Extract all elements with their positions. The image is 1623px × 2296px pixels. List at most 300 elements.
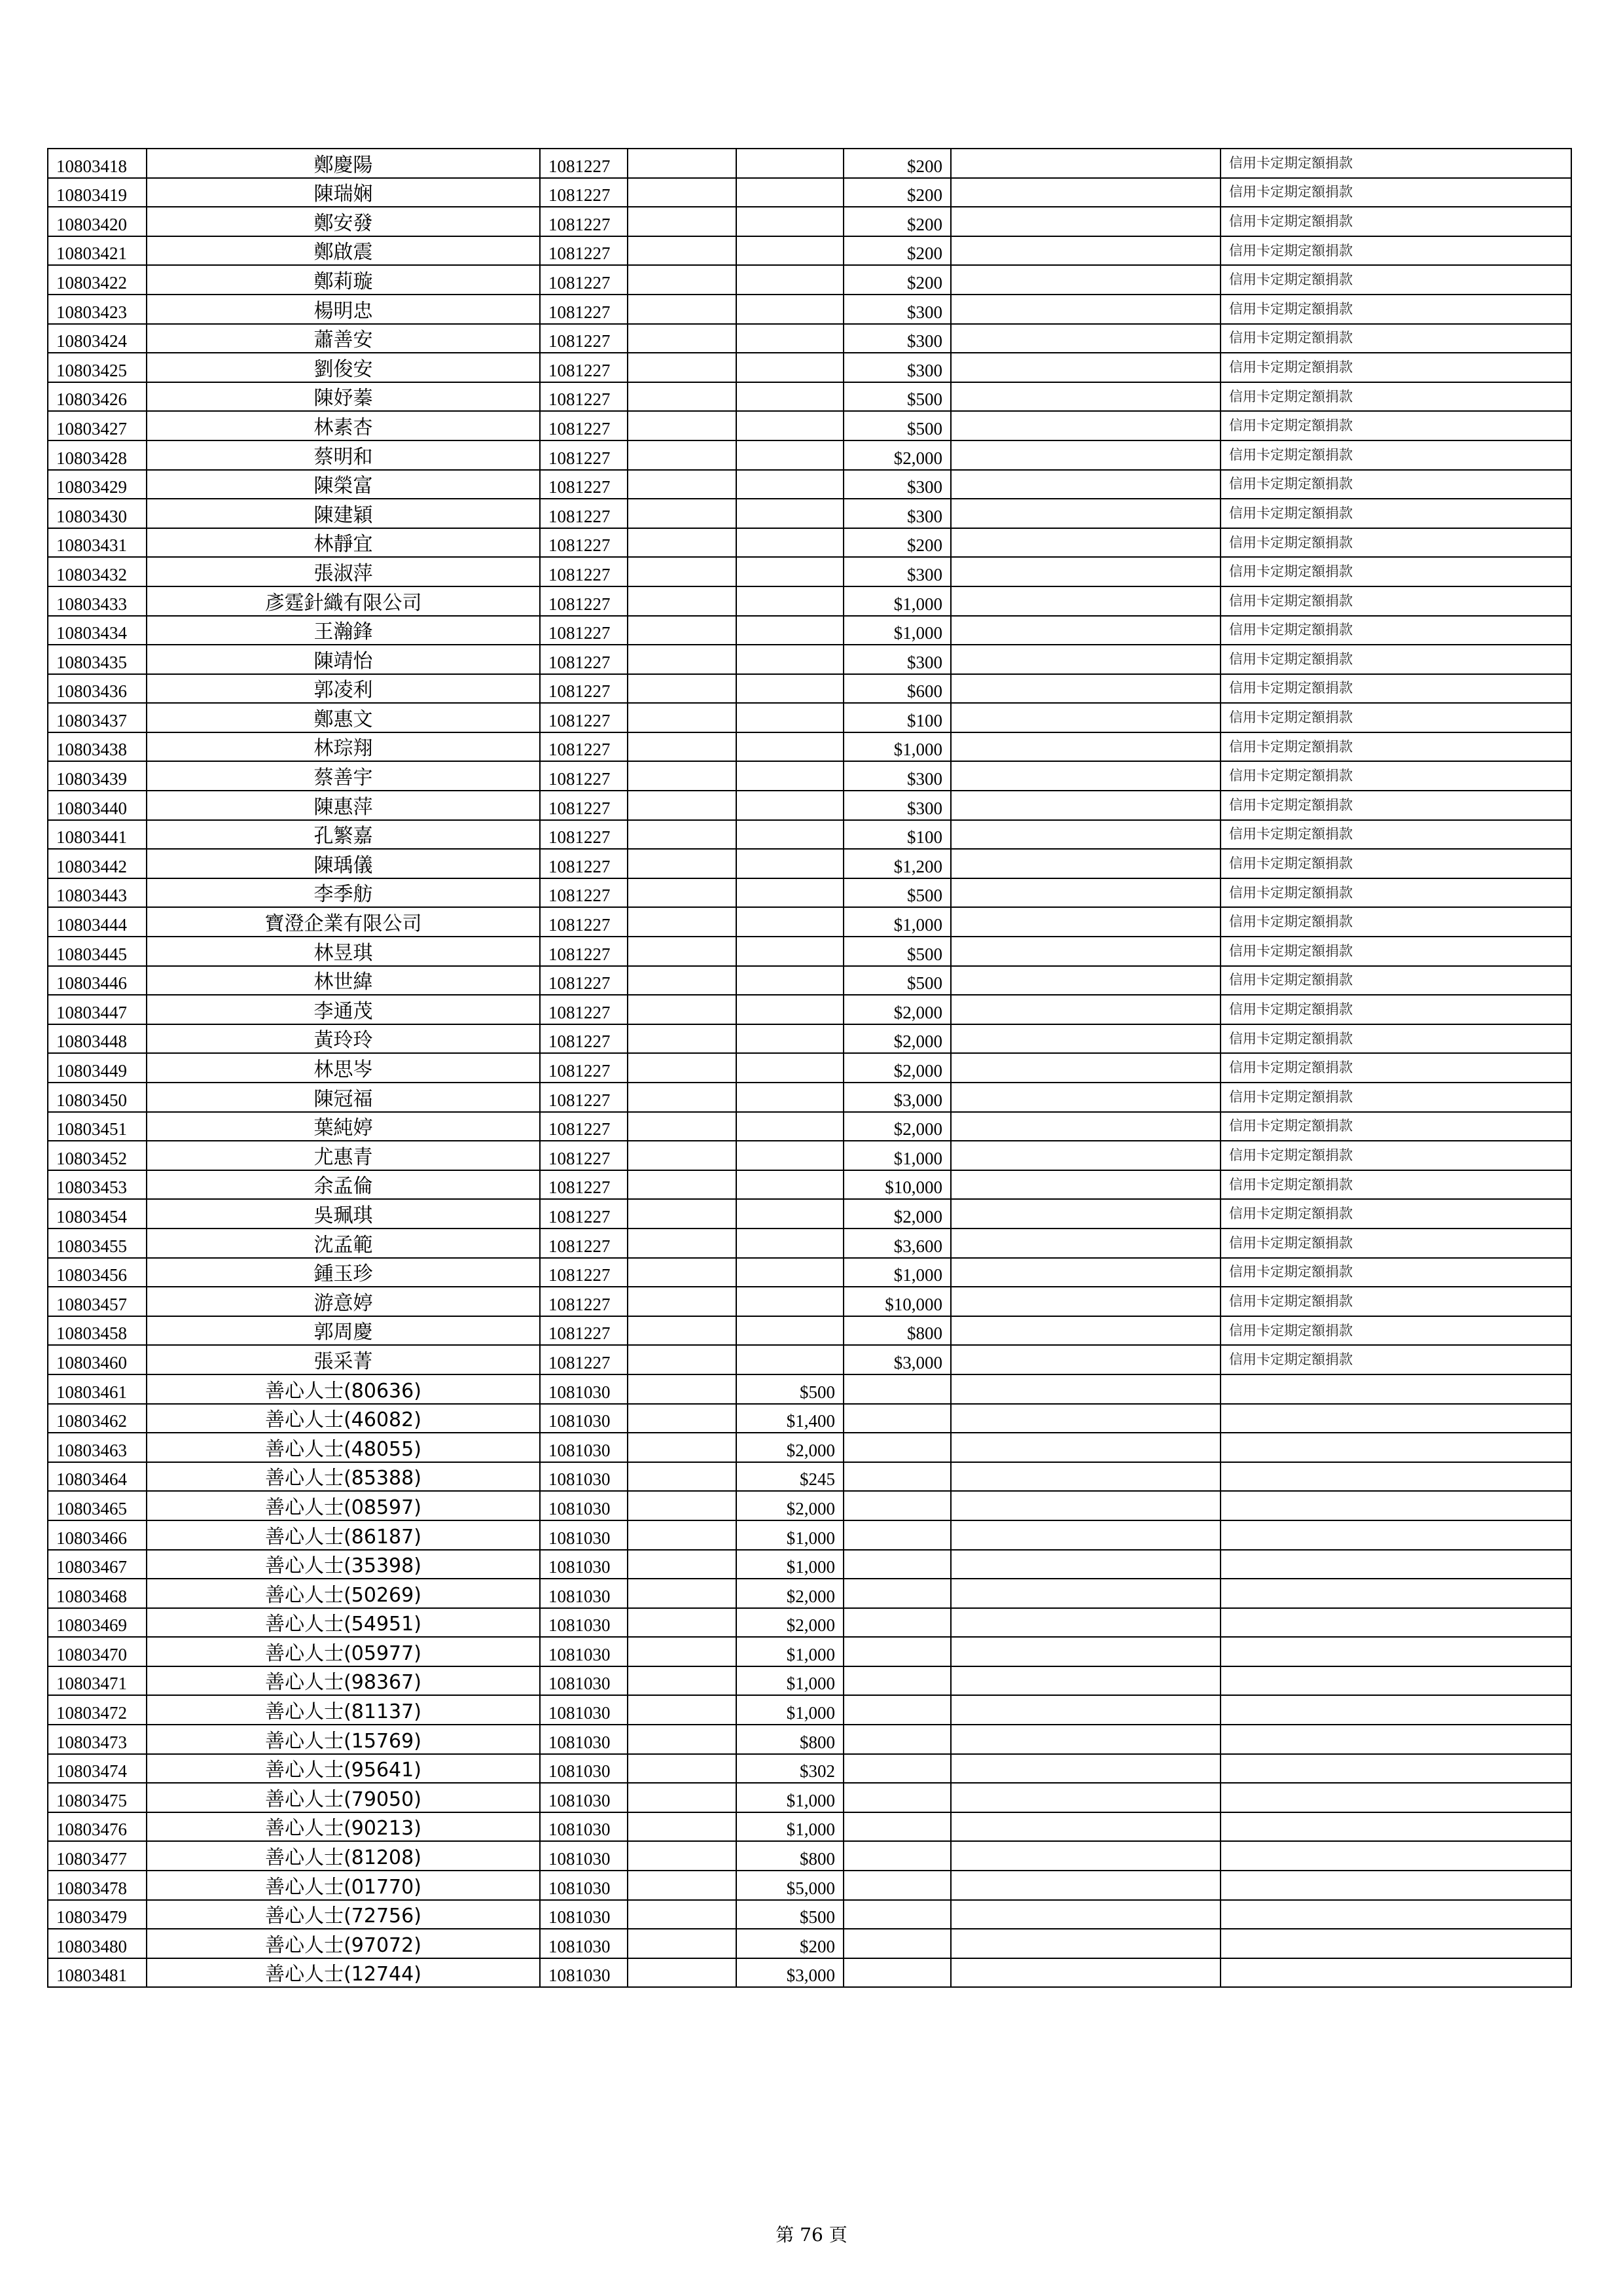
- donation-date-cell: 1081030: [540, 1783, 628, 1812]
- donation-date-cell: 1081227: [540, 440, 628, 470]
- amount-cell: [736, 1258, 844, 1287]
- amount-cell: [736, 791, 844, 820]
- donation-date-cell: 1081227: [540, 674, 628, 704]
- donor-name-cell: 楊明忠: [147, 295, 540, 324]
- note-cell: 信用卡定期定額捐款: [1221, 324, 1571, 353]
- note-cell: 信用卡定期定額捐款: [1221, 645, 1571, 674]
- donor-name-cell: 林素杏: [147, 411, 540, 440]
- donation-date-cell: 1081227: [540, 149, 628, 178]
- donation-date-cell: 1081227: [540, 966, 628, 996]
- credit-card-amount-cell: [844, 1958, 951, 1988]
- blank-cell: [628, 586, 736, 616]
- blank-cell: [951, 1754, 1221, 1784]
- donor-id-cell: 10803445: [48, 937, 147, 966]
- blank-cell: [951, 1841, 1221, 1871]
- amount-cell: [736, 265, 844, 295]
- blank-cell: [628, 324, 736, 353]
- note-cell: [1221, 1841, 1571, 1871]
- donation-date-cell: 1081227: [540, 732, 628, 762]
- donor-name-cell: 王瀚鋒: [147, 616, 540, 645]
- blank-cell: [628, 1900, 736, 1929]
- blank-cell: [951, 1053, 1221, 1083]
- blank-cell: [951, 1725, 1221, 1754]
- credit-card-amount-cell: [844, 1433, 951, 1462]
- blank-cell: [628, 1871, 736, 1900]
- credit-card-amount-cell: [844, 1929, 951, 1958]
- amount-cell: [736, 703, 844, 732]
- credit-card-amount-cell: $3,600: [844, 1229, 951, 1258]
- credit-card-amount-cell: $500: [844, 382, 951, 412]
- amount-cell: [736, 1170, 844, 1200]
- blank-cell: [628, 1637, 736, 1666]
- note-cell: [1221, 1958, 1571, 1988]
- note-cell: 信用卡定期定額捐款: [1221, 149, 1571, 178]
- credit-card-amount-cell: [844, 1900, 951, 1929]
- donor-id-cell: 10803424: [48, 324, 147, 353]
- blank-cell: [951, 1520, 1221, 1550]
- note-cell: 信用卡定期定額捐款: [1221, 1112, 1571, 1141]
- blank-cell: [628, 1433, 736, 1462]
- table-row: [48, 1783, 1571, 1812]
- donor-name-cell: 鄭惠文: [147, 703, 540, 732]
- donation-date-cell: 1081227: [540, 178, 628, 207]
- blank-cell: [951, 1958, 1221, 1988]
- note-cell: 信用卡定期定額捐款: [1221, 849, 1571, 878]
- note-cell: 信用卡定期定額捐款: [1221, 528, 1571, 558]
- blank-cell: [628, 353, 736, 382]
- blank-cell: [628, 470, 736, 499]
- blank-cell: [628, 1929, 736, 1958]
- note-cell: 信用卡定期定額捐款: [1221, 1345, 1571, 1374]
- note-cell: 信用卡定期定額捐款: [1221, 791, 1571, 820]
- credit-card-amount-cell: $200: [844, 207, 951, 236]
- table-row: [48, 1695, 1571, 1725]
- donor-id-cell: 10803421: [48, 236, 147, 266]
- donor-name-cell: 彥霆針織有限公司: [147, 586, 540, 616]
- donor-id-cell: 10803480: [48, 1929, 147, 1958]
- table-row: [48, 1170, 1571, 1200]
- note-cell: [1221, 1404, 1571, 1433]
- donor-name-cell: 善心人士(05977): [147, 1637, 540, 1666]
- credit-card-amount-cell: [844, 1637, 951, 1666]
- donation-date-cell: 1081030: [540, 1637, 628, 1666]
- donor-id-cell: 10803441: [48, 820, 147, 850]
- donor-name-cell: 林昱琪: [147, 937, 540, 966]
- table-row: [48, 1929, 1571, 1958]
- note-cell: [1221, 1433, 1571, 1462]
- note-cell: 信用卡定期定額捐款: [1221, 878, 1571, 908]
- donor-name-cell: 善心人士(86187): [147, 1520, 540, 1550]
- donor-name-cell: 鄭安發: [147, 207, 540, 236]
- credit-card-amount-cell: $300: [844, 557, 951, 586]
- blank-cell: [951, 1374, 1221, 1404]
- note-cell: 信用卡定期定額捐款: [1221, 411, 1571, 440]
- credit-card-amount-cell: $300: [844, 499, 951, 528]
- credit-card-amount-cell: $200: [844, 528, 951, 558]
- blank-cell: [628, 1608, 736, 1638]
- table-row: [48, 1462, 1571, 1492]
- credit-card-amount-cell: [844, 1783, 951, 1812]
- note-cell: 信用卡定期定額捐款: [1221, 557, 1571, 586]
- blank-cell: [628, 1170, 736, 1200]
- table-row: [48, 1404, 1571, 1433]
- blank-cell: [951, 1345, 1221, 1374]
- credit-card-amount-cell: [844, 1491, 951, 1520]
- blank-cell: [628, 1579, 736, 1608]
- credit-card-amount-cell: [844, 1608, 951, 1638]
- blank-cell: [951, 761, 1221, 791]
- credit-card-amount-cell: [844, 1754, 951, 1784]
- note-cell: 信用卡定期定額捐款: [1221, 1229, 1571, 1258]
- donation-date-cell: 1081030: [540, 1462, 628, 1492]
- donor-name-cell: 善心人士(81208): [147, 1841, 540, 1871]
- credit-card-amount-cell: $10,000: [844, 1287, 951, 1316]
- blank-cell: [951, 1433, 1221, 1462]
- donor-name-cell: 善心人士(35398): [147, 1550, 540, 1579]
- amount-cell: $5,000: [736, 1871, 844, 1900]
- donation-ledger-table: [47, 148, 1572, 1988]
- donor-id-cell: 10803418: [48, 149, 147, 178]
- donation-date-cell: 1081227: [540, 295, 628, 324]
- note-cell: 信用卡定期定額捐款: [1221, 265, 1571, 295]
- credit-card-amount-cell: [844, 1374, 951, 1404]
- donor-id-cell: 10803450: [48, 1083, 147, 1112]
- blank-cell: [628, 1520, 736, 1550]
- donor-id-cell: 10803426: [48, 382, 147, 412]
- amount-cell: $245: [736, 1462, 844, 1492]
- note-cell: [1221, 1491, 1571, 1520]
- blank-cell: [628, 1316, 736, 1346]
- credit-card-amount-cell: $2,000: [844, 1024, 951, 1054]
- credit-card-amount-cell: [844, 1550, 951, 1579]
- donation-date-cell: 1081227: [540, 528, 628, 558]
- donor-name-cell: 陳冠福: [147, 1083, 540, 1112]
- donor-id-cell: 10803436: [48, 674, 147, 704]
- blank-cell: [951, 849, 1221, 878]
- donor-id-cell: 10803475: [48, 1783, 147, 1812]
- amount-cell: [736, 470, 844, 499]
- donor-id-cell: 10803456: [48, 1258, 147, 1287]
- blank-cell: [628, 1754, 736, 1784]
- note-cell: [1221, 1374, 1571, 1404]
- amount-cell: [736, 1141, 844, 1170]
- table-row: [48, 265, 1571, 295]
- donation-date-cell: 1081227: [540, 236, 628, 266]
- amount-cell: [736, 440, 844, 470]
- amount-cell: $1,000: [736, 1695, 844, 1725]
- donor-name-cell: 善心人士(12744): [147, 1958, 540, 1988]
- amount-cell: [736, 937, 844, 966]
- credit-card-amount-cell: $200: [844, 265, 951, 295]
- table-row: [48, 878, 1571, 908]
- credit-card-amount-cell: $200: [844, 178, 951, 207]
- donor-name-cell: 林靜宜: [147, 528, 540, 558]
- note-cell: [1221, 1725, 1571, 1754]
- table-row: [48, 732, 1571, 762]
- amount-cell: [736, 761, 844, 791]
- donation-date-cell: 1081030: [540, 1812, 628, 1842]
- blank-cell: [951, 1608, 1221, 1638]
- blank-cell: [951, 703, 1221, 732]
- table-row: [48, 353, 1571, 382]
- credit-card-amount-cell: [844, 1666, 951, 1696]
- donor-id-cell: 10803451: [48, 1112, 147, 1141]
- donation-date-cell: 1081227: [540, 1229, 628, 1258]
- blank-cell: [628, 207, 736, 236]
- blank-cell: [628, 1112, 736, 1141]
- blank-cell: [628, 1404, 736, 1433]
- amount-cell: $1,000: [736, 1812, 844, 1842]
- donation-date-cell: 1081227: [540, 995, 628, 1024]
- note-cell: 信用卡定期定額捐款: [1221, 1258, 1571, 1287]
- amount-cell: [736, 295, 844, 324]
- donation-date-cell: 1081227: [540, 791, 628, 820]
- blank-cell: [951, 411, 1221, 440]
- note-cell: 信用卡定期定額捐款: [1221, 820, 1571, 850]
- donation-date-cell: 1081227: [540, 207, 628, 236]
- blank-cell: [951, 382, 1221, 412]
- table-row: [48, 1083, 1571, 1112]
- donation-date-cell: 1081030: [540, 1520, 628, 1550]
- blank-cell: [951, 1491, 1221, 1520]
- table-row: [48, 1316, 1571, 1346]
- donor-name-cell: 蕭善安: [147, 324, 540, 353]
- credit-card-amount-cell: [844, 1462, 951, 1492]
- donor-name-cell: 善心人士(81137): [147, 1695, 540, 1725]
- donor-name-cell: 鄭莉璇: [147, 265, 540, 295]
- note-cell: 信用卡定期定額捐款: [1221, 1287, 1571, 1316]
- table-row: [48, 586, 1571, 616]
- amount-cell: [736, 411, 844, 440]
- blank-cell: [628, 674, 736, 704]
- donor-name-cell: 善心人士(48055): [147, 1433, 540, 1462]
- credit-card-amount-cell: $1,200: [844, 849, 951, 878]
- amount-cell: [736, 1053, 844, 1083]
- donor-id-cell: 10803429: [48, 470, 147, 499]
- note-cell: 信用卡定期定額捐款: [1221, 616, 1571, 645]
- donor-name-cell: 林琮翔: [147, 732, 540, 762]
- amount-cell: [736, 1287, 844, 1316]
- table-row: [48, 966, 1571, 996]
- note-cell: 信用卡定期定額捐款: [1221, 295, 1571, 324]
- credit-card-amount-cell: [844, 1812, 951, 1842]
- donation-date-cell: 1081227: [540, 703, 628, 732]
- donation-date-cell: 1081030: [540, 1841, 628, 1871]
- blank-cell: [628, 878, 736, 908]
- donation-date-cell: 1081227: [540, 1083, 628, 1112]
- donor-id-cell: 10803434: [48, 616, 147, 645]
- blank-cell: [951, 440, 1221, 470]
- table-row: [48, 761, 1571, 791]
- blank-cell: [951, 937, 1221, 966]
- note-cell: [1221, 1608, 1571, 1638]
- donor-name-cell: 陳瑀儀: [147, 849, 540, 878]
- donor-name-cell: 陳靖怡: [147, 645, 540, 674]
- blank-cell: [628, 937, 736, 966]
- donor-name-cell: 善心人士(15769): [147, 1725, 540, 1754]
- credit-card-amount-cell: $500: [844, 411, 951, 440]
- donor-id-cell: 10803440: [48, 791, 147, 820]
- note-cell: 信用卡定期定額捐款: [1221, 499, 1571, 528]
- blank-cell: [628, 761, 736, 791]
- table-row: [48, 849, 1571, 878]
- donor-name-cell: 黃玲玲: [147, 1024, 540, 1054]
- donor-id-cell: 10803427: [48, 411, 147, 440]
- table-row: [48, 557, 1571, 586]
- amount-cell: $1,000: [736, 1783, 844, 1812]
- blank-cell: [951, 966, 1221, 996]
- blank-cell: [951, 149, 1221, 178]
- donation-date-cell: 1081030: [540, 1433, 628, 1462]
- credit-card-amount-cell: [844, 1871, 951, 1900]
- blank-cell: [951, 995, 1221, 1024]
- table-row: [48, 1024, 1571, 1054]
- donation-date-cell: 1081227: [540, 1316, 628, 1346]
- blank-cell: [951, 1229, 1221, 1258]
- donor-id-cell: 10803478: [48, 1871, 147, 1900]
- amount-cell: $2,000: [736, 1491, 844, 1520]
- donor-name-cell: 吳珮琪: [147, 1199, 540, 1229]
- table-row: [48, 1958, 1571, 1988]
- amount-cell: [736, 236, 844, 266]
- blank-cell: [951, 353, 1221, 382]
- table-row: [48, 528, 1571, 558]
- amount-cell: $302: [736, 1754, 844, 1784]
- table-row: [48, 1608, 1571, 1638]
- credit-card-amount-cell: $2,000: [844, 995, 951, 1024]
- donation-date-cell: 1081227: [540, 324, 628, 353]
- amount-cell: [736, 499, 844, 528]
- amount-cell: $2,000: [736, 1608, 844, 1638]
- amount-cell: $1,400: [736, 1404, 844, 1433]
- amount-cell: [736, 1024, 844, 1054]
- table-row: [48, 791, 1571, 820]
- blank-cell: [951, 1199, 1221, 1229]
- credit-card-amount-cell: $500: [844, 937, 951, 966]
- credit-card-amount-cell: $1,000: [844, 586, 951, 616]
- blank-cell: [951, 324, 1221, 353]
- donation-date-cell: 1081227: [540, 937, 628, 966]
- donor-name-cell: 沈孟範: [147, 1229, 540, 1258]
- donor-name-cell: 孔繁嘉: [147, 820, 540, 850]
- table-row: [48, 178, 1571, 207]
- donor-id-cell: 10803423: [48, 295, 147, 324]
- donation-date-cell: 1081227: [540, 499, 628, 528]
- donor-id-cell: 10803472: [48, 1695, 147, 1725]
- note-cell: 信用卡定期定額捐款: [1221, 995, 1571, 1024]
- blank-cell: [951, 1929, 1221, 1958]
- donor-id-cell: 10803476: [48, 1812, 147, 1842]
- donor-name-cell: 余孟倫: [147, 1170, 540, 1200]
- donor-id-cell: 10803477: [48, 1841, 147, 1871]
- amount-cell: [736, 149, 844, 178]
- donor-name-cell: 游意婷: [147, 1287, 540, 1316]
- blank-cell: [951, 178, 1221, 207]
- donor-id-cell: 10803460: [48, 1345, 147, 1374]
- blank-cell: [628, 1345, 736, 1374]
- credit-card-amount-cell: $100: [844, 703, 951, 732]
- donor-name-cell: 郭周慶: [147, 1316, 540, 1346]
- blank-cell: [628, 1958, 736, 1988]
- blank-cell: [628, 1841, 736, 1871]
- blank-cell: [628, 791, 736, 820]
- blank-cell: [628, 236, 736, 266]
- amount-cell: $3,000: [736, 1958, 844, 1988]
- donor-id-cell: 10803425: [48, 353, 147, 382]
- donor-id-cell: 10803428: [48, 440, 147, 470]
- amount-cell: [736, 178, 844, 207]
- blank-cell: [628, 966, 736, 996]
- donor-name-cell: 善心人士(85388): [147, 1462, 540, 1492]
- table-row: [48, 1841, 1571, 1871]
- donor-id-cell: 10803422: [48, 265, 147, 295]
- donor-id-cell: 10803437: [48, 703, 147, 732]
- blank-cell: [951, 1550, 1221, 1579]
- table-row: [48, 1812, 1571, 1842]
- donor-name-cell: 郭凌利: [147, 674, 540, 704]
- donation-date-cell: 1081227: [540, 849, 628, 878]
- donor-name-cell: 寶澄企業有限公司: [147, 907, 540, 937]
- table-row: [48, 1287, 1571, 1316]
- blank-cell: [951, 1871, 1221, 1900]
- note-cell: [1221, 1695, 1571, 1725]
- amount-cell: $1,000: [736, 1637, 844, 1666]
- blank-cell: [951, 1579, 1221, 1608]
- blank-cell: [628, 440, 736, 470]
- donor-name-cell: 鄭慶陽: [147, 149, 540, 178]
- credit-card-amount-cell: $300: [844, 353, 951, 382]
- table-row: [48, 499, 1571, 528]
- credit-card-amount-cell: $800: [844, 1316, 951, 1346]
- blank-cell: [628, 1666, 736, 1696]
- credit-card-amount-cell: [844, 1841, 951, 1871]
- blank-cell: [628, 499, 736, 528]
- blank-cell: [628, 1229, 736, 1258]
- credit-card-amount-cell: $100: [844, 820, 951, 850]
- donor-name-cell: 善心人士(80636): [147, 1374, 540, 1404]
- amount-cell: $500: [736, 1900, 844, 1929]
- donor-name-cell: 善心人士(79050): [147, 1783, 540, 1812]
- credit-card-amount-cell: $300: [844, 761, 951, 791]
- amount-cell: [736, 1112, 844, 1141]
- amount-cell: [736, 1229, 844, 1258]
- blank-cell: [628, 1491, 736, 1520]
- amount-cell: [736, 353, 844, 382]
- donor-name-cell: 葉純婷: [147, 1112, 540, 1141]
- amount-cell: $2,000: [736, 1433, 844, 1462]
- table-row: [48, 382, 1571, 412]
- blank-cell: [628, 382, 736, 412]
- amount-cell: [736, 557, 844, 586]
- donor-name-cell: 善心人士(95641): [147, 1754, 540, 1784]
- credit-card-amount-cell: $2,000: [844, 1199, 951, 1229]
- donor-name-cell: 善心人士(01770): [147, 1871, 540, 1900]
- donation-date-cell: 1081227: [540, 1024, 628, 1054]
- blank-cell: [951, 1900, 1221, 1929]
- amount-cell: $1,000: [736, 1520, 844, 1550]
- donation-date-cell: 1081030: [540, 1695, 628, 1725]
- table-row: [48, 1374, 1571, 1404]
- blank-cell: [628, 820, 736, 850]
- donor-id-cell: 10803442: [48, 849, 147, 878]
- table-row: [48, 645, 1571, 674]
- blank-cell: [951, 1083, 1221, 1112]
- note-cell: 信用卡定期定額捐款: [1221, 1141, 1571, 1170]
- credit-card-amount-cell: $300: [844, 470, 951, 499]
- note-cell: 信用卡定期定額捐款: [1221, 382, 1571, 412]
- blank-cell: [951, 557, 1221, 586]
- donor-id-cell: 10803449: [48, 1053, 147, 1083]
